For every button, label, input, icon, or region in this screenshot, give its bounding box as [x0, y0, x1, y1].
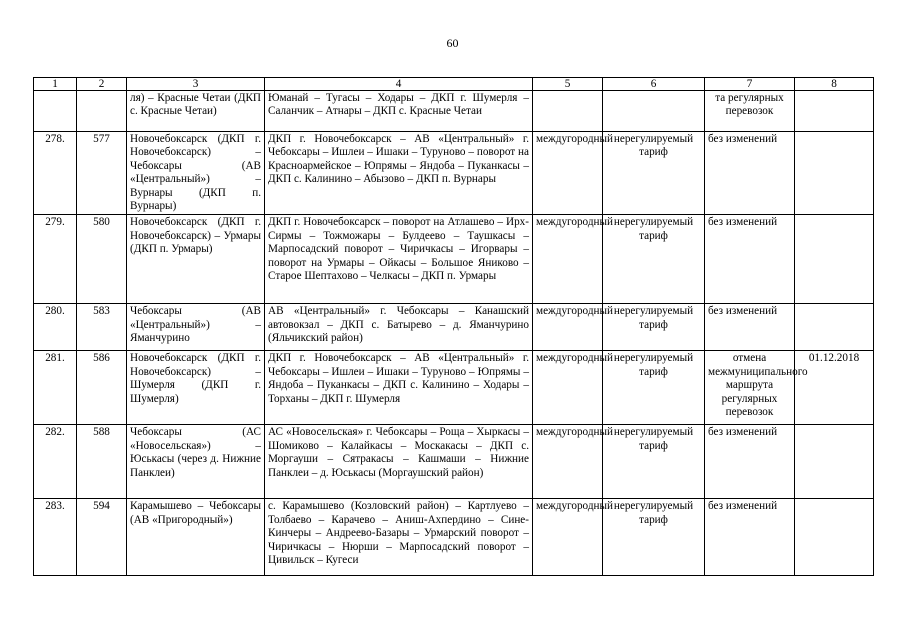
tariff-type: нерегулируемый тариф — [603, 351, 705, 425]
tariff-type: нерегулируемый тариф — [603, 304, 705, 351]
table-row — [34, 304, 874, 351]
change-date — [795, 499, 874, 576]
column-number-row — [34, 78, 874, 91]
column-number: 2 — [77, 78, 127, 91]
route-name: Карамышево – Чебоксары (АВ «Пригородный») — [127, 499, 265, 576]
route-type: междугородный — [533, 215, 603, 304]
change-date — [795, 91, 874, 132]
column-number: 6 — [603, 78, 705, 91]
route-type: междугородный — [533, 425, 603, 499]
route-code: 580 — [77, 215, 127, 304]
column-number: 3 — [127, 78, 265, 91]
tariff-type: нерегулируемый тариф — [603, 425, 705, 499]
change-status: без изменений — [705, 499, 795, 576]
route-path: АВ «Центральный» г. Чебоксары – Канашский автовокзал – ДКП с. Батырево – д. Яманчурино (Яльчикский район) — [265, 304, 533, 351]
table-row — [34, 425, 874, 499]
route-path: ДКП г. Новочебоксарск – АВ «Центральный» г. Чебоксары – Ишлеи – Ишаки – Туруново – Юпрямы – Яндоба – Пуканкасы – ДКП с. Калинино – Ходары – Торханы – ДКП г. Шумерля — [265, 351, 533, 425]
route-code: 594 — [77, 499, 127, 576]
route-path: с. Карамышево (Козловский район) – Картлуево – Толбаево – Карачево – Аниш-Ахпердино – Сине-Кинчеры – Андреево-Базары – Урмарский поворот – Чиричкасы – Нюрши – Марпосадский поворот – Цивильск – Кугеси — [265, 499, 533, 576]
route-type: междугородный — [533, 132, 603, 215]
route-code: 577 — [77, 132, 127, 215]
change-status: отмена межмуниципального маршрута регулярных перевозок — [705, 351, 795, 425]
change-date: 01.12.2018 — [795, 351, 874, 425]
column-number: 8 — [795, 78, 874, 91]
change-date — [795, 304, 874, 351]
route-path: ДКП г. Новочебоксарск – поворот на Атлашево – Ирх-Сирмы – Тожможары – Булдеево – Таушкасы – Марпосадский поворот – Чиричкасы – Игорвары – поворот на Урмары – Ойкасы – Большое Яниково – Старое Шептахово – Челкасы – ДКП п. Урмары — [265, 215, 533, 304]
row-index: 278. — [34, 132, 77, 215]
tariff-type — [603, 91, 705, 132]
route-name: Чебоксары (АВ «Центральный») – Яманчурино — [127, 304, 265, 351]
route-name: ля) – Красные Четаи (ДКП с. Красные Четаи) — [127, 91, 265, 132]
change-status: без изменений — [705, 132, 795, 215]
column-number: 5 — [533, 78, 603, 91]
route-code: 583 — [77, 304, 127, 351]
table-row — [34, 499, 874, 576]
page-number: 60 — [446, 36, 459, 50]
route-type: междугородный — [533, 499, 603, 576]
row-index: 279. — [34, 215, 77, 304]
route-code: 586 — [77, 351, 127, 425]
route-path: АС «Новосельская» г. Чебоксары – Роща – Хыркасы – Шомиково – Калайкасы – Москакасы – ДКП с. Моргауши – Сятракасы – Кашмаши – Нижние Панклеи – д. Юськасы (Моргаушский район) — [265, 425, 533, 499]
route-path: ДКП г. Новочебоксарск – АВ «Центральный» г. Чебоксары – Ишлеи – Ишаки – Туруново – поворот на Красноармейское – Юпрямы – Яндоба – Пуканкасы – ДКП с. Калинино – Абызово – ДКП п. Вурнары — [265, 132, 533, 215]
route-name: Новочебоксарск (ДКП г. Новочебоксарск) – Урмары (ДКП п. Урмары) — [127, 215, 265, 304]
route-code: 588 — [77, 425, 127, 499]
route-name: Чебоксары (АС «Новосельская») – Юськасы (через д. Нижние Панклеи) — [127, 425, 265, 499]
row-index: 282. — [34, 425, 77, 499]
table-row — [34, 351, 874, 425]
routes-table — [33, 77, 874, 576]
table-row — [34, 132, 874, 215]
tariff-type: нерегулируемый тариф — [603, 132, 705, 215]
route-path: Юманай – Тугасы – Ходары – ДКП г. Шумерля – Саланчик – Атнары – ДКП с. Красные Четаи — [265, 91, 533, 132]
change-date — [795, 215, 874, 304]
row-index — [34, 91, 77, 132]
route-type: междугородный — [533, 351, 603, 425]
route-type: междугородный — [533, 304, 603, 351]
column-number: 7 — [705, 78, 795, 91]
change-status: та регулярных перевозок — [705, 91, 795, 132]
row-index: 283. — [34, 499, 77, 576]
tariff-type: нерегулируемый тариф — [603, 215, 705, 304]
change-status: без изменений — [705, 215, 795, 304]
route-name: Новочебоксарск (ДКП г. Новочебоксарск) – Чебоксары (АВ «Центральный») – Вурнары (ДКП п. Вурнары) — [127, 132, 265, 215]
change-date — [795, 132, 874, 215]
row-index: 281. — [34, 351, 77, 425]
table-row — [34, 91, 874, 132]
route-code — [77, 91, 127, 132]
column-number: 4 — [265, 78, 533, 91]
change-date — [795, 425, 874, 499]
table-row — [34, 215, 874, 304]
tariff-type: нерегулируемый тариф — [603, 499, 705, 576]
change-status: без изменений — [705, 425, 795, 499]
route-name: Новочебоксарск (ДКП г. Новочебоксарск) – Шумерля (ДКП г. Шумерля) — [127, 351, 265, 425]
column-number: 1 — [34, 78, 77, 91]
row-index: 280. — [34, 304, 77, 351]
change-status: без изменений — [705, 304, 795, 351]
route-type — [533, 91, 603, 132]
